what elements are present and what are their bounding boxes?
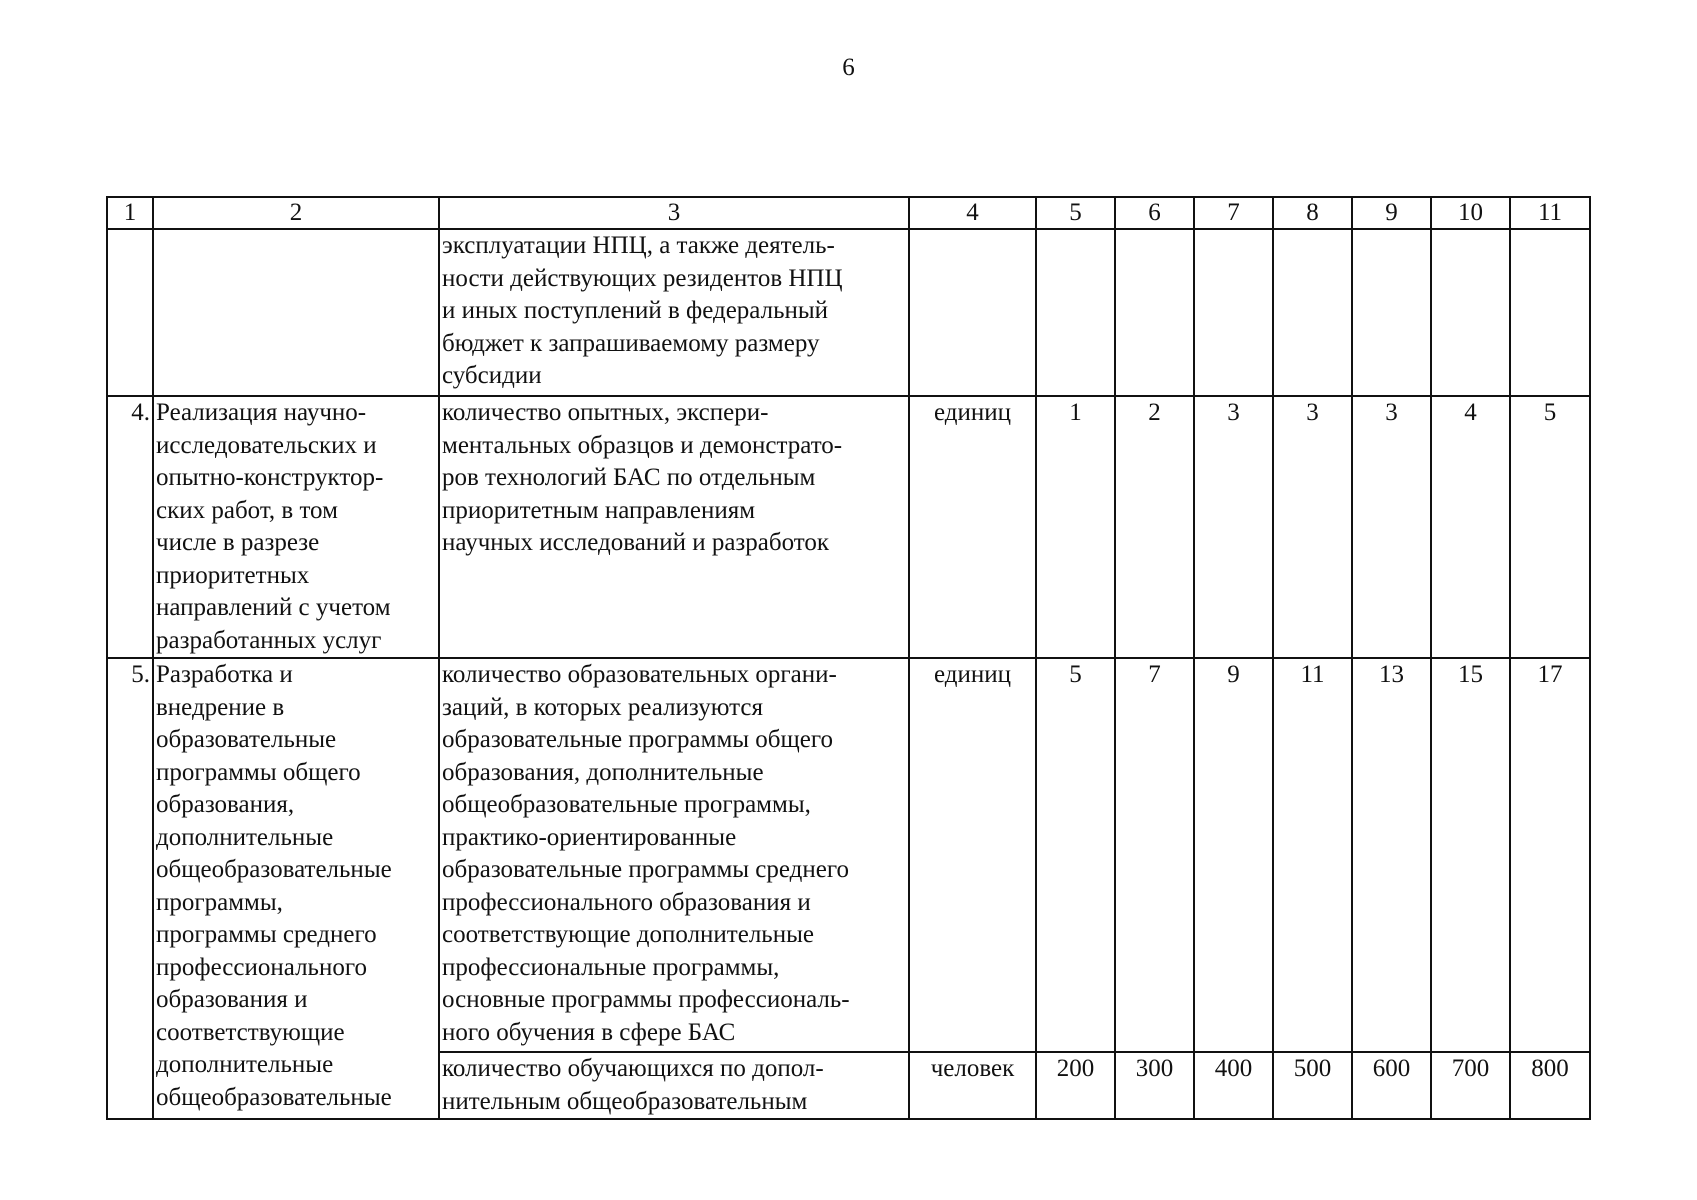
unit-cell: [909, 229, 1036, 396]
header-cell: 9: [1352, 197, 1431, 229]
value-cell: 11: [1273, 658, 1352, 1052]
indicator-line: ментальных образцов и демонстрато-: [442, 431, 843, 459]
indicator-line: и иных поступлений в федеральный: [442, 297, 829, 324]
header-cell: 10: [1431, 197, 1510, 229]
value-cell: 15: [1431, 658, 1510, 1052]
value-cell: 5: [1510, 396, 1590, 658]
name-line: Реализация научно-: [156, 399, 367, 426]
header-cell: 2: [153, 197, 439, 229]
value-cell: 700: [1431, 1052, 1510, 1119]
value-cell: 3: [1273, 396, 1352, 658]
name-line: дополнительные: [156, 823, 334, 851]
value-cell: 600: [1352, 1052, 1431, 1119]
value-cell: [1115, 229, 1194, 396]
header-cell: 1: [107, 197, 153, 229]
indicator-line: нительным общеобразовательным: [442, 1087, 808, 1115]
value-cell: 9: [1194, 658, 1273, 1052]
indicator-line: научных исследований и разработок: [442, 529, 830, 556]
indicator-line: эксплуатации НПЦ, а также деятель-: [442, 232, 835, 259]
value-cell: [1036, 229, 1115, 396]
table-header-row: [107, 197, 1590, 229]
table-row: [107, 396, 1590, 658]
value-cell: 1: [1036, 396, 1115, 658]
name-line: разработанных услуг: [156, 626, 382, 654]
header-cell: 11: [1510, 197, 1590, 229]
indicator-line: приоритетным направлениям: [442, 496, 756, 524]
value-cell: 200: [1036, 1052, 1115, 1119]
indicator-line: профессиональные программы,: [442, 953, 780, 981]
indicator-cell: [439, 396, 909, 658]
name-line: программы общего: [156, 758, 361, 786]
value-cell: [1194, 229, 1273, 396]
unit-cell: человек: [909, 1052, 1036, 1119]
indicator-line: субсидии: [442, 362, 542, 389]
name-line: образования и: [156, 986, 308, 1013]
row-number-cell: 4.: [107, 396, 153, 658]
name-line: опытно-конструктор-: [156, 464, 384, 491]
value-cell: 17: [1510, 658, 1590, 1052]
indicator-line: общеобразовательные программы,: [442, 791, 811, 818]
name-line: соответствующие: [156, 1018, 345, 1046]
value-cell: [1352, 229, 1431, 396]
header-cell: 8: [1273, 197, 1352, 229]
measure-name-cell: [153, 396, 439, 658]
value-cell: 300: [1115, 1052, 1194, 1119]
name-line: направлений с учетом: [156, 594, 391, 621]
indicator-line: образовательные программы общего: [442, 726, 834, 753]
name-line: дополнительные: [156, 1051, 334, 1078]
value-cell: 3: [1194, 396, 1273, 658]
indicator-cell: [439, 229, 909, 396]
indicator-cell: [439, 1052, 909, 1119]
indicators-table: [106, 196, 1591, 1120]
name-line: программы среднего: [156, 921, 377, 948]
indicator-cell: [439, 658, 909, 1052]
value-cell: 400: [1194, 1052, 1273, 1119]
header-cell: 3: [439, 197, 909, 229]
name-line: образовательные: [156, 726, 337, 753]
indicator-line: бюджет к запрашиваемому размеру: [442, 329, 820, 357]
indicator-line: образования, дополнительные: [442, 758, 764, 786]
indicator-line: количество обучающихся по допол-: [442, 1055, 824, 1082]
value-cell: 2: [1115, 396, 1194, 658]
table-row: [107, 658, 1590, 1052]
name-line: образования,: [156, 791, 295, 818]
value-cell: [1431, 229, 1510, 396]
row-number-cell: [107, 229, 153, 396]
indicator-line: практико-ориентированные: [442, 823, 737, 851]
indicator-line: ного обучения в сфере БАС: [442, 1018, 736, 1046]
header-cell: 5: [1036, 197, 1115, 229]
name-line: профессионального: [156, 953, 367, 981]
indicator-line: профессионального образования и: [442, 888, 811, 916]
name-line: внедрение в: [156, 693, 285, 721]
value-cell: 500: [1273, 1052, 1352, 1119]
unit-cell: единиц: [909, 658, 1036, 1052]
indicator-line: количество образовательных органи-: [442, 661, 837, 688]
value-cell: [1273, 229, 1352, 396]
row-number-cell: 5.: [107, 658, 153, 1119]
page-number: 6: [842, 54, 855, 81]
value-cell: 800: [1510, 1052, 1590, 1119]
name-line: ских работ, в том: [156, 496, 338, 524]
measure-name-cell: [153, 229, 439, 396]
indicator-line: ров технологий БАС по отдельным: [442, 464, 816, 491]
value-cell: 4: [1431, 396, 1510, 658]
name-line: общеобразовательные: [156, 1083, 392, 1111]
value-cell: 13: [1352, 658, 1431, 1052]
value-cell: [1510, 229, 1590, 396]
table-row: [107, 229, 1590, 396]
header-cell: 7: [1194, 197, 1273, 229]
name-line: Разработка и: [156, 661, 293, 688]
indicator-line: ности действующих резидентов НПЦ: [442, 264, 843, 292]
value-cell: 5: [1036, 658, 1115, 1052]
value-cell: 3: [1352, 396, 1431, 658]
name-line: числе в разрезе: [156, 529, 320, 556]
indicator-line: соответствующие дополнительные: [442, 921, 814, 948]
unit-cell: единиц: [909, 396, 1036, 658]
header-cell: 6: [1115, 197, 1194, 229]
measure-name-cell: [153, 658, 439, 1119]
name-line: приоритетных: [156, 561, 310, 589]
name-line: исследовательских и: [156, 431, 377, 459]
indicator-line: заций, в которых реализуются: [442, 693, 763, 721]
indicator-line: образовательные программы среднего: [442, 856, 849, 883]
value-cell: 7: [1115, 658, 1194, 1052]
indicator-line: основные программы профессиональ-: [442, 986, 850, 1013]
name-line: программы,: [156, 888, 283, 916]
header-cell: 4: [909, 197, 1036, 229]
indicator-line: количество опытных, экспери-: [442, 399, 769, 426]
name-line: общеобразовательные: [156, 856, 392, 883]
